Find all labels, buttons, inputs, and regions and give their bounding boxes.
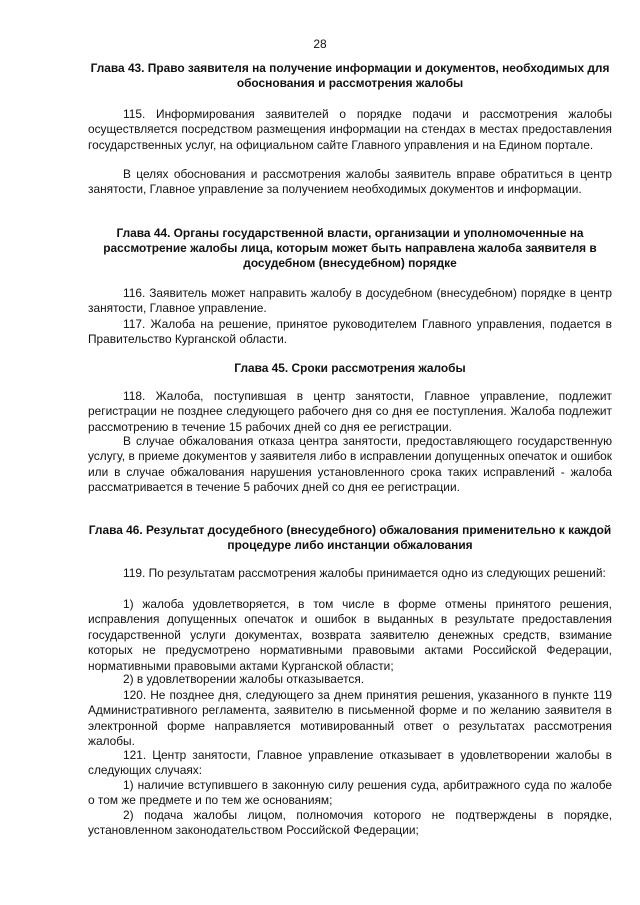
paragraph-121-item-2: 2) подача жалобы лицом, полномочия которого не подтверждены в порядке, установленном законодательством Российской Федерации; xyxy=(88,808,612,838)
paragraph-121-item-1: 1) наличие вступившего в законную силу решения суда, арбитражного суда по жалобе о том же предмете и по тем же основаниям; xyxy=(88,778,612,808)
paragraph-118-continued: В случае обжалования отказа центра занятости, предоставляющего государственную услугу, в приеме документов у заявителя либо в исправлении допущенных опечаток и ошибок или в случае обжалования нарушения установленного срока таких исправлений - жалоба рассматривается в течение 5 рабочих дней со дня ее регистрации. xyxy=(88,434,612,495)
chapter-44-heading: Глава 44. Органы государственной власти, организации и уполномоченные на рассмотрение жалобы лица, которым может быть направлена жалоба заявителя в досудебном (внесудебном) порядке xyxy=(103,226,597,270)
paragraph-118: 118. Жалоба, поступившая в центр занятости, Главное управление, подлежит регистрации не позднее следующего рабочего дня со дня ее поступления. Жалоба подлежит рассмотрению в течение 15 рабочих дней со дня ее регистрации. xyxy=(88,389,612,434)
paragraph-117: 117. Жалоба на решение, принятое руководителем Главного управления, подается в Правительство Курганской области. xyxy=(88,317,612,347)
chapter-45-heading: Глава 45. Сроки рассмотрения жалобы xyxy=(234,361,466,375)
page-number: 28 xyxy=(313,37,327,51)
paragraph-121: 121. Центр занятости, Главное управление отказывает в удовлетворении жалобы в следующих случаях: xyxy=(88,748,612,778)
paragraph-119-item-2: 2) в удовлетворении жалобы отказывается. xyxy=(123,672,365,686)
paragraph-120: 120. Не позднее дня, следующего за днем принятия решения, указанного в пункте 119 Административного регламента, заявителю в письменной форме и по желанию заявителя в электронной форме направляется мотивированный ответ о результатах рассмотрения жалобы. xyxy=(88,688,612,749)
chapter-43-heading: Глава 43. Право заявителя на получение информации и документов, необходимых для обоснования и рассмотрения жалобы xyxy=(90,61,610,90)
paragraph-119-item-1: 1) жалоба удовлетворяется, в том числе в форме отмены принятого решения, исправления допущенных опечаток и ошибок в выданных в результате предоставления государственной услуги документах, возврата заявителю денежных средств, взимание которых не предусмотрено нормативными правовыми актами Российской Федерации, нормативными правовыми актами Курганской области; xyxy=(88,597,612,673)
paragraph-115-continued: В целях обоснования и рассмотрения жалобы заявитель вправе обратиться в центр занятости, Главное управление за получением необходимых документов и информации. xyxy=(88,167,612,197)
paragraph-116: 116. Заявитель может направить жалобу в досудебном (внесудебном) порядке в центр занятости, Главное управление. xyxy=(88,286,612,316)
paragraph-119: 119. По результатам рассмотрения жалобы принимается одно из следующих решений: xyxy=(123,566,606,580)
chapter-46-heading: Глава 46. Результат досудебного (внесудебного) обжалования применительно к каждой процедуре либо инстанции обжалования xyxy=(88,523,612,552)
paragraph-115: 115. Информирования заявителей о порядке подачи и рассмотрения жалобы осуществляется посредством размещения информации на стендах в местах предоставления государственных услуг, на официальном сайте Главного управления и на Едином портале. xyxy=(88,107,612,152)
